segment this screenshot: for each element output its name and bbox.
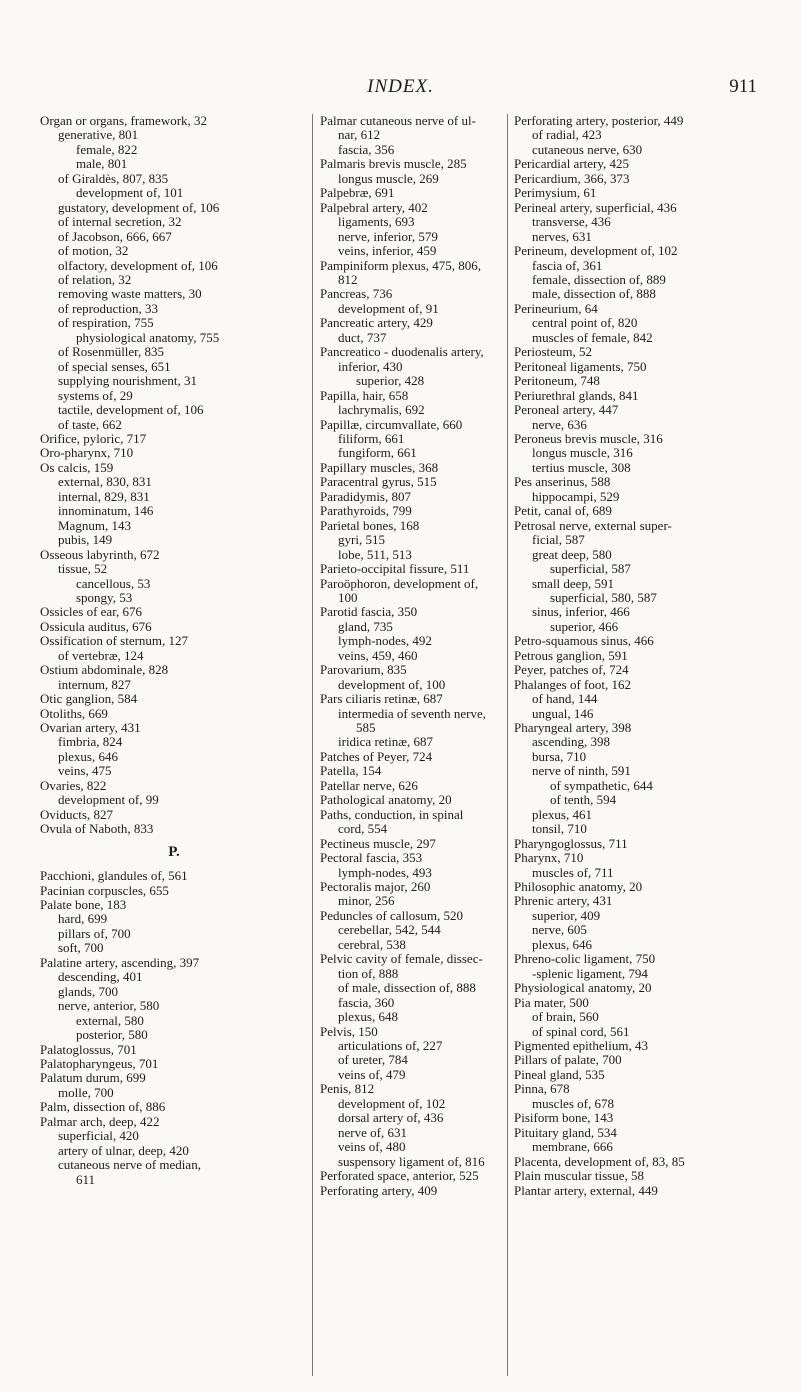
index-entry: Petrosal nerve, external super- (514, 517, 672, 533)
index-entry: Peroneal artery, 447 (514, 402, 619, 418)
index-entry: innominatum, 146 (58, 503, 154, 519)
index-entry: superficial, 587 (550, 561, 631, 577)
index-column-2 (320, 114, 496, 1198)
index-entry: Papilla, hair, 658 (320, 387, 409, 403)
index-entry: articulations of, 227 (338, 1038, 443, 1053)
index-entry: Paracentral gyrus, 515 (320, 474, 437, 490)
section-letter-heading: P. (168, 843, 180, 860)
index-entry: removing waste matters, 30 (58, 286, 202, 302)
index-entry: Peduncles of callosum, 520 (320, 907, 463, 923)
index-entry: female, 822 (76, 141, 138, 157)
index-entry: 100 (338, 589, 358, 605)
index-column-1 (40, 114, 308, 1187)
index-entry: Pineal gland, 535 (514, 1066, 605, 1082)
index-entry: longus muscle, 269 (338, 170, 439, 186)
index-entry: lachrymalis, 692 (338, 402, 425, 418)
index-entry: superior, 466 (550, 618, 619, 634)
index-entry: cutaneous nerve of median, (58, 1157, 201, 1173)
index-entry: cutaneous nerve, 630 (532, 141, 643, 157)
index-entry: Patellar nerve, 626 (320, 777, 418, 793)
index-entry: Phrenic artery, 431 (514, 893, 613, 909)
index-entry: Paradidymis, 807 (320, 488, 411, 504)
index-entry: Ostium abdominale, 828 (40, 662, 169, 678)
index-entry: ascending, 398 (532, 734, 610, 750)
index-entry: Perimysium, 61 (514, 185, 597, 201)
index-entry: male, dissection of, 888 (532, 286, 656, 302)
index-entry: Perforating artery, 409 (320, 1182, 438, 1198)
index-entry: development of, 91 (338, 300, 439, 316)
index-entry: Pericardial artery, 425 (514, 156, 630, 172)
index-entry: Peroneus brevis muscle, 316 (514, 430, 663, 446)
index-entry: plexus, 646 (532, 936, 592, 952)
index-entry: Pharyngoglossus, 711 (514, 835, 628, 851)
index-entry: nar, 612 (338, 127, 381, 143)
index-entry: of taste, 662 (58, 416, 122, 432)
index-entry: Pelvic cavity of female, dissec- (320, 951, 483, 967)
index-entry: Perineurium, 64 (514, 300, 598, 316)
index-entry: pubis, 149 (58, 532, 113, 548)
index-entry: Palmaris brevis muscle, 285 (320, 156, 467, 172)
index-entry: nerve, 605 (532, 922, 587, 938)
column-divider (507, 114, 508, 1376)
index-entry: glands, 700 (58, 983, 118, 999)
index-entry: Pisiform bone, 143 (514, 1110, 614, 1126)
index-entry: of hand, 144 (532, 691, 598, 707)
index-column-3 (514, 114, 784, 1198)
index-entry: Oviducts, 827 (40, 806, 113, 822)
index-entry: Pancreatico - duodenalis artery, (320, 344, 484, 360)
index-entry: Pelvis, 150 (320, 1023, 378, 1039)
index-entry: Magnum, 143 (58, 517, 131, 533)
index-entry: of reproduction, 33 (58, 300, 159, 316)
index-entry: of sympathetic, 644 (550, 777, 653, 793)
index-entry: of vertebræ, 124 (58, 647, 144, 663)
index-entry: Os calcis, 159 (40, 459, 114, 475)
index-entry: Pericardium, 366, 373 (514, 170, 630, 186)
index-entry: Ossicula auditus, 676 (40, 618, 152, 634)
index-entry: lymph-nodes, 493 (338, 864, 432, 880)
index-entry: Palate bone, 183 (40, 897, 127, 913)
index-entry: Petro-squamous sinus, 466 (514, 633, 654, 649)
index-entry: generative, 801 (58, 127, 139, 143)
index-entry: Pancreatic artery, 429 (320, 315, 433, 331)
index-entry: nerve, inferior, 579 (338, 228, 438, 244)
index-entry: Parietal bones, 168 (320, 517, 420, 533)
index-entry: Pacinian corpuscles, 655 (40, 882, 169, 898)
index-entry: Plantar artery, external, 449 (514, 1182, 658, 1198)
index-entry: Peyer, patches of, 724 (514, 662, 629, 678)
index-entry: Perforating artery, posterior, 449 (514, 113, 684, 128)
index-entry: supplying nourishment, 31 (58, 373, 198, 389)
index-entry: systems of, 29 (58, 387, 133, 403)
index-entry: tonsil, 710 (532, 821, 587, 837)
index-entry: of spinal cord, 561 (532, 1023, 630, 1039)
index-entry: Peritoneum, 748 (514, 373, 600, 389)
index-entry: male, 801 (76, 156, 128, 172)
index-entry: Pacchioni, glandules of, 561 (40, 868, 188, 884)
index-entry: muscles of, 711 (532, 864, 614, 880)
index-entry: Pituitary gland, 534 (514, 1124, 617, 1140)
index-entry: plexus, 646 (58, 748, 118, 764)
index-entry: great deep, 580 (532, 546, 612, 562)
index-entry: superficial, 420 (58, 1128, 139, 1144)
index-entry: ligaments, 693 (338, 214, 415, 230)
index-entry: external, 580 (76, 1012, 144, 1028)
index-entry: female, dissection of, 889 (532, 271, 666, 287)
index-entry: gyri, 515 (338, 532, 385, 548)
index-entry: Philosophic anatomy, 20 (514, 879, 643, 895)
index-entry: dorsal artery of, 436 (338, 1110, 444, 1126)
index-entry: Pia mater, 500 (514, 994, 589, 1010)
index-entry: Pigmented epithelium, 43 (514, 1038, 648, 1053)
index-entry: Palmar cutaneous nerve of ul- (320, 113, 476, 128)
index-entry: Pars ciliaris retinæ, 687 (320, 691, 443, 707)
index-entry: hippocampi, 529 (532, 488, 620, 504)
index-entry: veins, inferior, 459 (338, 243, 437, 259)
index-entry: descending, 401 (58, 969, 143, 985)
index-entry: Parieto-occipital fissure, 511 (320, 561, 470, 577)
index-entry: soft, 700 (58, 940, 104, 956)
index-entry: nerve, 636 (532, 416, 587, 432)
index-entry: Perforated space, anterior, 525 (320, 1168, 479, 1184)
index-entry: Peritoneal ligaments, 750 (514, 358, 647, 374)
index-entry: of motion, 32 (58, 243, 129, 259)
index-entry: Palpebræ, 691 (320, 185, 395, 201)
index-entry: Pectineus muscle, 297 (320, 835, 436, 851)
index-entry: of internal secretion, 32 (58, 214, 182, 230)
index-entry: Pinna, 678 (514, 1081, 570, 1097)
index-entry: veins of, 480 (338, 1139, 406, 1155)
index-entry: plexus, 461 (532, 806, 592, 822)
index-entry: membrane, 666 (532, 1139, 613, 1155)
index-entry: internal, 829, 831 (58, 488, 150, 504)
index-entry: muscles of female, 842 (532, 329, 653, 345)
index-entry: artery of ulnar, deep, 420 (58, 1142, 189, 1158)
index-entry: Paroöphoron, development of, (320, 575, 479, 591)
index-entry: Oro-pharynx, 710 (40, 445, 134, 461)
index-entry: Papillary muscles, 368 (320, 459, 439, 475)
index-entry: Plain muscular tissue, 58 (514, 1168, 644, 1184)
index-entry: Physiological anatomy, 20 (514, 980, 652, 996)
index-entry: Parovarium, 835 (320, 662, 407, 678)
index-entry: Pharynx, 710 (514, 850, 584, 866)
index-entry: hard, 699 (58, 911, 108, 927)
index-entry: nerve of, 631 (338, 1124, 407, 1140)
index-entry: veins of, 479 (338, 1066, 406, 1082)
index-entry: of ureter, 784 (338, 1052, 408, 1068)
index-entry: -splenic ligament, 794 (532, 965, 648, 981)
index-entry: tion of, 888 (338, 965, 399, 981)
index-entry: ficial, 587 (532, 532, 585, 548)
index-entry: Palm, dissection of, 886 (40, 1099, 166, 1115)
index-entry: Pancreas, 736 (320, 286, 393, 302)
index-entry: Otoliths, 669 (40, 705, 108, 721)
index-entry: posterior, 580 (76, 1027, 148, 1043)
index-entry: sinus, inferior, 466 (532, 604, 630, 620)
index-entry: cerebellar, 542, 544 (338, 922, 441, 938)
index-entry: of Jacobson, 666, 667 (58, 228, 172, 244)
index-entry: 585 (356, 720, 376, 736)
index-entry: development of, 99 (58, 792, 159, 808)
index-entry: fascia, 356 (338, 141, 395, 157)
index-entry: Pillars of palate, 700 (514, 1052, 622, 1068)
index-entry: cancellous, 53 (76, 575, 151, 591)
index-entry: Organ or organs, framework, 32 (40, 113, 208, 128)
index-entry: gland, 735 (338, 618, 393, 634)
index-entry: Perineum, development of, 102 (514, 243, 678, 259)
index-entry: Patches of Peyer, 724 (320, 748, 433, 764)
index-entry: fascia, 360 (338, 994, 395, 1010)
index-entry: Periosteum, 52 (514, 344, 592, 360)
index-entry: Papillæ, circumvallate, 660 (320, 416, 463, 432)
index-entry: of male, dissection of, 888 (338, 980, 476, 996)
index-entry: superior, 409 (532, 907, 601, 923)
index-entry: Palmar arch, deep, 422 (40, 1113, 160, 1129)
page-number: 911 (729, 76, 757, 97)
index-entry: Pharyngeal artery, 398 (514, 720, 632, 736)
index-entry: development of, 102 (338, 1095, 446, 1111)
index-entry: Ossification of sternum, 127 (40, 633, 189, 649)
index-entry: inferior, 430 (338, 358, 403, 374)
index-entry: external, 830, 831 (58, 474, 152, 490)
index-entry: of relation, 32 (58, 271, 132, 287)
column-divider (312, 114, 313, 1376)
index-entry: lymph-nodes, 492 (338, 633, 432, 649)
index-entry: lobe, 511, 513 (338, 546, 412, 562)
index-entry: nerves, 631 (532, 228, 592, 244)
index-entry: Placenta, development of, 83, 85 (514, 1153, 685, 1169)
index-entry: physiological anatomy, 755 (76, 329, 220, 345)
index-entry: Pectoralis major, 260 (320, 879, 431, 895)
index-entry: bursa, 710 (532, 748, 587, 764)
index-entry: of Rosenmüller, 835 (58, 344, 164, 360)
index-entry: plexus, 648 (338, 1009, 398, 1025)
index-entry: Periurethral glands, 841 (514, 387, 639, 403)
index-entry: of Giraldès, 807, 835 (58, 170, 169, 186)
index-entry: development of, 100 (338, 676, 446, 692)
index-entry: development of, 101 (76, 185, 184, 201)
index-entry: Orifice, pyloric, 717 (40, 430, 147, 446)
index-entry: Petit, canal of, 689 (514, 503, 612, 519)
index-entry: veins, 459, 460 (338, 647, 418, 663)
index-entry: superficial, 580, 587 (550, 589, 657, 605)
running-title: INDEX. (367, 76, 434, 97)
index-entry: Pes anserinus, 588 (514, 474, 611, 490)
index-entry: central point of, 820 (532, 315, 638, 331)
index-entry: Paths, conduction, in spinal (320, 806, 464, 822)
index-entry: Palpebral artery, 402 (320, 199, 428, 215)
index-entry: 611 (76, 1171, 96, 1187)
index-entry: Phreno-colic ligament, 750 (514, 951, 656, 967)
index-entry: 812 (338, 271, 358, 287)
index-entry: molle, 700 (58, 1084, 114, 1100)
index-entry: Ovaries, 822 (40, 777, 107, 793)
index-entry: of brain, 560 (532, 1009, 599, 1025)
index-entry: Palatoglossus, 701 (40, 1041, 137, 1057)
index-entry: muscles of, 678 (532, 1095, 614, 1111)
index-entry: Ovarian artery, 431 (40, 720, 141, 736)
index-entry: of radial, 423 (532, 127, 602, 143)
index-entry: tertius muscle, 308 (532, 459, 631, 475)
index-entry: internum, 827 (58, 676, 131, 692)
index-entry: of respiration, 755 (58, 315, 154, 331)
index-entry: tissue, 52 (58, 561, 108, 577)
index-entry: Perineal artery, superficial, 436 (514, 199, 677, 215)
index-entry: veins, 475 (58, 763, 112, 779)
page-header (0, 76, 801, 98)
index-entry: Palatum durum, 699 (40, 1070, 146, 1086)
index-entry: Pampiniform plexus, 475, 806, (320, 257, 482, 273)
index-entry: tactile, development of, 106 (58, 402, 204, 418)
index-entry: longus muscle, 316 (532, 445, 633, 461)
index-entry: spongy, 53 (76, 589, 133, 605)
index-entry: superior, 428 (356, 373, 425, 389)
index-entry: nerve of ninth, 591 (532, 763, 631, 779)
index-entry: Ossicles of ear, 676 (40, 604, 143, 620)
index-entry: iridica retinæ, 687 (338, 734, 433, 750)
index-entry: pillars of, 700 (58, 925, 131, 941)
index-entry: fascia of, 361 (532, 257, 603, 273)
index-entry: Ovula of Naboth, 833 (40, 821, 154, 837)
index-entry: Otic ganglion, 584 (40, 691, 138, 707)
index-entry: Palatopharyngeus, 701 (40, 1056, 159, 1071)
index-entry: Phalanges of foot, 162 (514, 676, 631, 692)
index-entry: Petrous ganglion, 591 (514, 647, 628, 663)
index-entry: Patella, 154 (320, 763, 382, 779)
index-entry: transverse, 436 (532, 214, 611, 230)
index-entry: Pectoral fascia, 353 (320, 850, 423, 866)
index-entry: duct, 737 (338, 329, 387, 345)
index-entry: fimbria, 824 (58, 734, 123, 750)
index-entry: fungiform, 661 (338, 445, 417, 461)
index-entry: Pathological anatomy, 20 (320, 792, 452, 808)
index-entry: minor, 256 (338, 893, 395, 909)
index-entry: nerve, anterior, 580 (58, 998, 160, 1014)
index-entry: intermedia of seventh nerve, (338, 705, 486, 721)
index-entry: Parotid fascia, 350 (320, 604, 418, 620)
index-entry: Parathyroids, 799 (320, 503, 412, 519)
index-entry: ungual, 146 (532, 705, 594, 721)
index-entry: suspensory ligament of, 816 (338, 1153, 485, 1169)
index-entry: Palatine artery, ascending, 397 (40, 954, 200, 970)
index-entry: olfactory, development of, 106 (58, 257, 218, 273)
index-entry: cord, 554 (338, 821, 388, 837)
index-entry: Osseous labyrinth, 672 (40, 546, 160, 562)
index-entry: of special senses, 651 (58, 358, 171, 374)
index-entry: of tenth, 594 (550, 792, 617, 808)
index-entry: small deep, 591 (532, 575, 614, 591)
index-entry: cerebral, 538 (338, 936, 406, 952)
index-entry: gustatory, development of, 106 (58, 199, 220, 215)
index-entry: Penis, 812 (320, 1081, 375, 1097)
index-entry: filiform, 661 (338, 430, 405, 446)
